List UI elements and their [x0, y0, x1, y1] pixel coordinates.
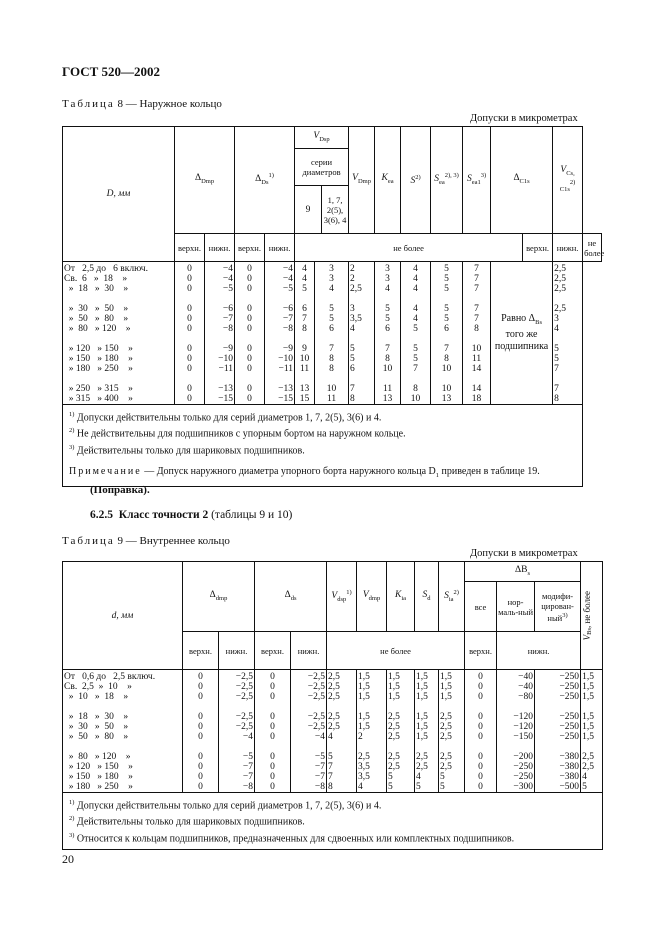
t9-col-dmp-lo: −2,5 −2,5 −2,5 −2,5 −2,5 −4 −5 −7 −7 −8	[219, 670, 255, 793]
t8-head-dc: $\Delta_{C1s}$	[491, 127, 553, 234]
t8-head-series-block	[295, 149, 349, 234]
t9-note-2: $^{2)}$ Действительны только для шариковых подшипников.	[69, 815, 305, 828]
t8-col-vc: 2,5 2,5 2,5 2,5 3 4 5 5 7 7 8	[553, 262, 583, 405]
t8-head-sd1: $S^{2)}$	[401, 127, 431, 234]
t9-head-lower-1: нижн.	[219, 632, 255, 670]
t9-head-ds: $\Delta_{ds}$	[255, 562, 327, 632]
t8-col-ds-up: 0 0 0 0 0 0 0 0 0 0 0	[235, 262, 265, 405]
t8-col-sea1: 7 7 7 7 7 8 10 11 14 14 18	[463, 262, 491, 405]
table8-units: Допуски в микрометрах	[470, 113, 578, 124]
t9-head-lower-2: нижн.	[291, 632, 327, 670]
t9-col-d: От 0,6 до 2,5 включ. Св. 2,5 » 10 » » 10 » 18 » » 18 » 30 » » 30 » 50 » » 50 » 80 » » 80 » 120 » » 120 » 150 » » 150 » 180 » » 180 » 250 »	[63, 670, 183, 793]
t9-head-vbs: $V_{Bs}$, не более	[581, 562, 603, 670]
t9-col-vdsp: 2,5 2,5 2,5 2,5 2,5 4 5 7 7 8	[327, 670, 357, 793]
t8-col-v9: 4 4 5 6 7 8 9 10 11 13 15	[295, 262, 315, 405]
t8-head-series: серии диаметров	[295, 149, 348, 186]
t9-head-kia: $K_{ia}$	[387, 562, 415, 632]
t8-col-dmp-lo: −4 −4 −5 −6 −7 −8 −9 −10 −11 −13 −15	[205, 262, 235, 405]
t9-head-sia: $S_{ia}^{2)}$	[439, 562, 465, 632]
t9-notes	[63, 793, 603, 850]
t8-head-vc: $V_{Cs, C1s}^{2)}$	[553, 127, 583, 234]
t8-col-sea: 5 5 5 5 5 6 7 8 10 10 13	[431, 262, 463, 405]
t8-col-kea: 3 3 4 5 5 6 7 8 10 11 13	[375, 262, 401, 405]
t8-head-upper-1: верхн.	[175, 234, 205, 262]
correction-note: (Поправка).	[90, 484, 150, 496]
t8-head-upper-3: верхн.	[523, 234, 553, 262]
t8-head-not-more-last: не более	[583, 234, 602, 262]
t9-head-sd: $S_d$	[415, 562, 439, 632]
t8-head-lower-1: нижн.	[205, 234, 235, 262]
t9-col-sd: 1,5 1,5 1,5 1,5 1,5 1,5 2,5 2,5 4 5	[415, 670, 439, 793]
t8-head-lower-2: нижн.	[265, 234, 295, 262]
page-number: 20	[62, 852, 74, 866]
t9-col-dmp-up: 0 0 0 0 0 0 0 0 0 0	[183, 670, 219, 793]
t9-col-all: 0 0 0 0 0 0 0 0 0 0	[465, 670, 497, 793]
t8-col-vother: 3 3 4 5 5 6 7 8 8 10 11	[315, 262, 349, 405]
table9-caption: Таблица 9 — Внутреннее кольцо	[62, 535, 230, 547]
t9-col-vbs: 1,5 1,5 1,5 1,5 1,5 1,5 2,5 2,5 4 5	[581, 670, 603, 793]
t8-head-vdsp: $V_{Dsp}$	[295, 127, 349, 149]
t8-head-dmp: $\Delta_{Dmp}$	[175, 127, 235, 234]
t9-head-all: все	[465, 582, 497, 632]
table8-caption-label: Таблица	[62, 98, 115, 110]
t9-head-vdmp: $V_{dmp}$	[357, 562, 387, 632]
t9-note-1: $^{1)}$ Допуски действительны только для серий диаметров 1, 7, 2(5), 3(6) и 4.	[69, 799, 382, 812]
t9-head-bs: $\Delta B_s$	[465, 562, 581, 582]
table8-caption	[62, 98, 222, 110]
t8-col-d: От 2,5 до 6 включ. Св. 6 » 18 » » 18 » 30 » » 30 » 50 » » 50 » 80 » » 80 » 120 » » 120 » 150 » » 150 » 180 » » 180 » 250 » » 250 » 315 » » 315 » 400 »	[63, 262, 175, 405]
t8-head-upper-2: верхн.	[235, 234, 265, 262]
t9-col-sia: 1,5 1,5 1,5 2,5 2,5 2,5 2,5 2,5 5 5	[439, 670, 465, 793]
t9-col-ds-lo: −2,5 −2,5 −2,5 −2,5 −2,5 −4 −5 −7 −7 −8	[291, 670, 327, 793]
t8-col-vdmp: 2 2 2,5 3 3,5 4 5 5 6 7 8	[349, 262, 375, 405]
t9-col-vdmp: 1,5 1,5 1,5 1,5 1,5 2 2,5 3,5 3,5 4	[357, 670, 387, 793]
t9-head-lower-span: нижн.	[497, 632, 581, 670]
t9-head-dmp: $\Delta_{dmp}$	[183, 562, 255, 632]
t8-note-3: $^{3)}$ Действительны только для шариковых подшипников.	[69, 443, 305, 456]
t8-note-1: $^{1)}$ Допуски действительны только для серий диаметров 1, 7, 2(5), 3(6) и 4.	[69, 411, 382, 424]
t8-head-lower-3: нижн.	[553, 234, 583, 262]
t9-head-normal: нор-маль-ный	[497, 582, 535, 632]
t8-col-dc: Равно $\Delta_{Bs}$ того же подшипника	[491, 262, 553, 405]
t8-head-series-other: 1, 7, 2(5), 3(6), 4	[323, 194, 347, 225]
t9-head-upper-2: верхн.	[255, 632, 291, 670]
t9-head-upper-3: верхн.	[465, 632, 497, 670]
table9-units: Допуски в микрометрах	[470, 548, 578, 559]
t8-col-ds-lo: −4 −4 −5 −6 −7 −8 −9 −10 −11 −13 −15	[265, 262, 295, 405]
document-title: ГОСТ 520—2002	[62, 64, 161, 79]
table8-caption-text: 8 — Наружное кольцо	[114, 98, 222, 110]
t9-col-normal: −40 −40 −80 −120 −120 −150 −200 −250 −250 −300	[497, 670, 535, 793]
t9-head-not-more: не более	[327, 632, 465, 670]
t9-head-upper-1: верхн.	[183, 632, 219, 670]
t8-remark: Примечание — Допуск наружного диаметра упорного борта наружного кольца $D_1$ приведен в таблице 19.	[69, 465, 540, 479]
section-heading: 6.2.5 Класс точности 2 (таблицы 9 и 10)	[90, 509, 293, 521]
t8-head-sea1: $S_{ea1}^{3)}$	[463, 127, 491, 234]
t8-notes	[63, 405, 583, 487]
table8	[62, 126, 605, 487]
t9-col-ds-up: 0 0 0 0 0 0 0 0 0 0	[255, 670, 291, 793]
t8-head-sea: $S_{ea}^{2), 3)}$	[431, 127, 463, 234]
t8-col-sd1: 4 4 4 4 4 5 5 5 7 8 10	[401, 262, 431, 405]
t8-note-2: $^{2)}$ Не действительны для подшипников с упорным бортом на наружном кольце.	[69, 427, 406, 440]
t9-col-kia: 1,5 1,5 1,5 2,5 2,5 2,5 2,5 2,5 5 5	[387, 670, 415, 793]
t9-head-vdsp: $V_{dsp}^{1)}$	[327, 562, 357, 632]
t9-note-3: $^{3)}$ Относится к кольцам подшипников, предназначенных для сдвоенных или комплектных подшипников.	[69, 831, 515, 844]
t8-head-series-9: 9	[295, 186, 322, 234]
t8-head-d: D, мм	[63, 127, 175, 262]
t9-head-modified: модифи-цирован-ный$^{3)}$	[535, 582, 581, 632]
t8-head-not-more: не более	[295, 234, 523, 262]
t9-col-modified: −250 −250 −250 −250 −250 −250 −380 −380 −380 −500	[535, 670, 581, 793]
t8-head-kea: $K_{ea}$	[375, 127, 401, 234]
t8-head-vdmp: $V_{Dmp}$	[349, 127, 375, 234]
t9-head-d: d, мм	[63, 562, 183, 670]
t8-head-ds: $\Delta_{Ds}^{1)}$	[235, 127, 295, 234]
t8-col-dmp-up: 0 0 0 0 0 0 0 0 0 0 0	[175, 262, 205, 405]
table9	[62, 561, 603, 850]
